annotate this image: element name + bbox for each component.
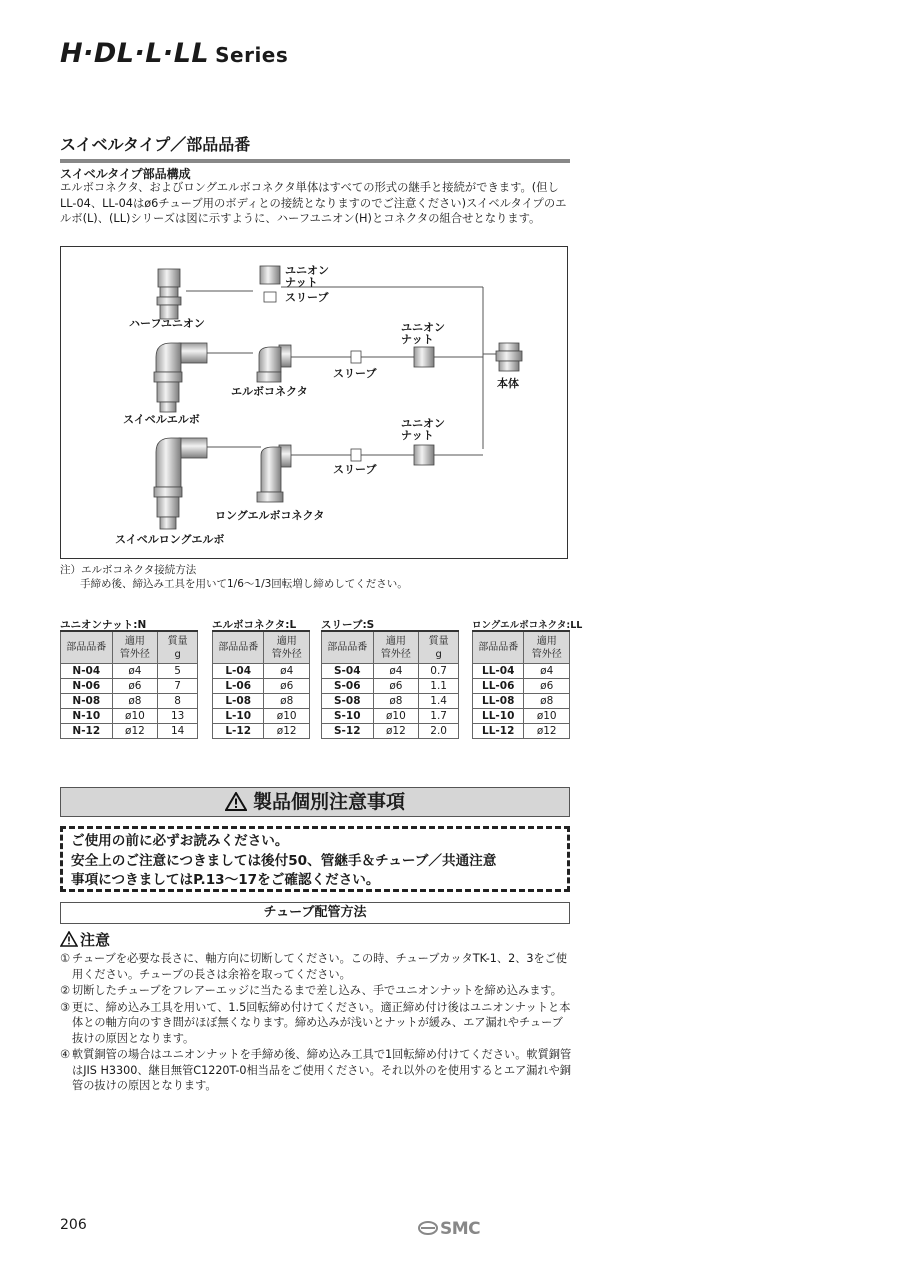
col-header: 部品品番 [213,631,264,664]
caution-title [60,929,110,950]
weight: 1.7 [419,709,459,724]
part-code: L-08 [213,694,264,709]
intro-text: エルボコネクタ、およびロングエルボコネクタ単体はすべての形式の継手と接続ができます。(但しLL-04、LL-04はø6チューブ用のボディとの接続となりますのでご注意ください)スイベルタイプのエルボ(L)、(LL)シリーズは図に示すように、ハーフユニオン(H)とコネクタの組合せとなります。 [60,181,567,225]
part-code: S-10 [322,709,374,724]
tube-od: ø12 [373,724,419,739]
tube-od: ø12 [524,724,570,739]
table-header-row [61,631,198,664]
step-number: ① [60,952,71,965]
part-code: LL-04 [473,664,524,679]
label-swivel-elbow: スイベルエルボ [123,413,200,426]
label-union-nut-top-1: ユニオン [285,264,329,277]
read-line-2: 安全上のご注意につきましては後付50、管継手＆チューブ／共通注意 [71,852,497,869]
sleeve-table [321,630,459,739]
long-elbow-connector-table [472,630,570,739]
weight: 2.0 [419,724,459,739]
tube-od: ø4 [112,664,158,679]
label-long-elbow-connector: ロングエルボコネクタ [215,509,325,522]
table-row [473,724,570,739]
swivel-elbow-icon [154,343,207,412]
table-row [473,709,570,724]
table-row [322,709,459,724]
union-nut-table [60,630,198,739]
section-heading: スイベルタイプ／部品品番 [60,132,570,163]
label-union-nut-mid-2: ナット [401,333,434,346]
union-nut-mid-icon [414,347,434,367]
part-code: LL-10 [473,709,524,724]
list-item [60,983,574,999]
page-number: 206 [60,1217,87,1233]
step-number: ② [60,984,71,997]
tube-od: ø8 [373,694,419,709]
elbow-connector-table [212,630,310,739]
tube-od: ø12 [112,724,158,739]
part-code: N-04 [61,664,113,679]
tube-piping-banner: チューブ配管方法 [60,902,570,924]
table-row [473,694,570,709]
table-row [213,679,310,694]
elbow-connector-icon [257,345,291,382]
piping-steps [60,951,574,1095]
step-number: ④ [60,1048,71,1061]
part-code: LL-12 [473,724,524,739]
weight: 0.7 [419,664,459,679]
table-row [61,679,198,694]
series-title [60,38,288,69]
union-nut-table-title: ユニオンナット:N [60,619,147,631]
table-row [61,694,198,709]
tube-od: ø10 [112,709,158,724]
tube-od: ø6 [264,679,310,694]
step-text: 軟質銅管の場合はユニオンナットを手締め後、締め込み工具で1回転締め付けてください。軟質銅管はJIS H3300、継目無管C1220T-0相当品をご使用ください。それ以外のを使用するとエア漏れや銅管の抜けの原因となります。 [72,1048,572,1092]
part-code: N-12 [61,724,113,739]
read-first-box [60,826,570,892]
label-body: 本体 [497,377,519,390]
half-union-icon [157,269,181,319]
connection-note [60,563,408,591]
label-elbow-connector: エルボコネクタ [231,385,308,398]
col-header: 部品品番 [61,631,113,664]
label-half-union: ハーフユニオン [129,317,205,330]
col-header: 部品品番 [473,631,524,664]
part-code: S-12 [322,724,374,739]
note-line-1: 注）エルボコネクタ接続方法 [60,564,197,576]
part-code: S-04 [322,664,374,679]
part-code: L-06 [213,679,264,694]
tube-od: ø10 [373,709,419,724]
table-header-row [213,631,310,664]
tube-od: ø10 [264,709,310,724]
weight: 7 [158,679,198,694]
table-header-row [473,631,570,664]
table-row [213,709,310,724]
part-code: LL-06 [473,679,524,694]
tube-od: ø4 [373,664,419,679]
smc-logo-icon [418,1221,438,1235]
col-header: 質量 g [158,631,198,664]
col-header: 部品品番 [322,631,374,664]
label-sleeve-bot: スリーブ [333,463,377,476]
caution-banner-text: 製品個別注意事項 [252,791,405,813]
tube-od: ø4 [524,664,570,679]
parts-diagram [60,246,568,559]
weight: 1.1 [419,679,459,694]
part-code: S-06 [322,679,374,694]
brand-text: SMC [440,1219,481,1239]
table-row [61,664,198,679]
part-code: N-06 [61,679,113,694]
col-header: 質量 g [419,631,459,664]
tube-od: ø10 [524,709,570,724]
label-sleeve-mid: スリーブ [333,367,377,380]
long-elbow-connector-icon [257,445,291,502]
brand-logo [418,1219,480,1239]
tube-od: ø8 [264,694,310,709]
tube-od: ø12 [264,724,310,739]
label-sleeve-top: スリーブ [285,291,329,304]
table-row [322,694,459,709]
table-row [61,724,198,739]
list-item [60,1047,574,1094]
table-row [213,724,310,739]
elbow-connector-table-title: エルボコネクタ:L [212,619,297,631]
table-row [61,709,198,724]
list-item [60,1000,574,1047]
weight: 13 [158,709,198,724]
col-header: 適用 管外径 [524,631,570,664]
label-union-nut-bot-2: ナット [401,429,434,442]
weight: 5 [158,664,198,679]
col-header: 適用 管外径 [112,631,158,664]
warning-icon [225,792,247,811]
weight: 8 [158,694,198,709]
part-code: N-08 [61,694,113,709]
part-code: N-10 [61,709,113,724]
series-word: Series [215,43,289,67]
sleeve-bot-icon [351,449,361,461]
step-number: ③ [60,1000,71,1014]
table-row [473,664,570,679]
part-code: S-08 [322,694,374,709]
sleeve-table-title: スリーブ:S [321,619,375,631]
label-union-nut-top-2: ナット [285,276,318,289]
label-swivel-long-elbow: スイベルロングエルボ [115,533,225,546]
step-text: チューブを必要な長さに、軸方向に切断してください。この時、チューブカッタTK-1、2、3をご使用ください。チューブの長さは余裕を取ってください。 [72,952,568,981]
table-row [213,664,310,679]
long-elbow-connector-table-title: ロングエルボコネクタ:LL [472,620,583,631]
step-text: 切断したチューブをフレアーエッジに当たるまで差し込み、手でユニオンナットを締め込みます。 [72,984,562,997]
union-nut-top-icon [260,266,280,302]
swivel-long-elbow-icon [154,438,207,529]
caution-title-text: 注意 [80,931,111,949]
weight: 14 [158,724,198,739]
tube-od: ø8 [112,694,158,709]
col-header: 適用 管外径 [264,631,310,664]
table-row [322,679,459,694]
tube-od: ø6 [524,679,570,694]
warning-icon [60,931,78,947]
tube-od: ø6 [112,679,158,694]
table-header-row [322,631,459,664]
table-row [322,664,459,679]
list-item [60,951,574,982]
union-nut-bot-icon [414,445,434,465]
part-code: LL-08 [473,694,524,709]
sub-heading: スイベルタイプ部品構成 [60,167,191,181]
parts-diagram-svg [61,247,569,560]
label-union-nut-bot-1: ユニオン [401,417,445,430]
body-icon [496,343,522,371]
table-row [322,724,459,739]
note-line-2: 手締め後、締込み工具を用いて1/6～1/3回転増し締めしてください。 [80,578,408,590]
series-name: H·DL·L·LL [60,38,210,69]
weight: 1.4 [419,694,459,709]
tube-od: ø8 [524,694,570,709]
caution-banner [60,787,570,817]
part-code: L-12 [213,724,264,739]
table-row [473,679,570,694]
tube-od: ø4 [264,664,310,679]
tube-od: ø6 [373,679,419,694]
step-text: 更に、締め込み工具を用いて、1.5回転締め付けてください。適正締め付け後はユニオンナットと本体との軸方向のすき間がほぼ無くなります。締め込みが浅いとナットが緩み、エア漏れやチューブ抜けの原因となります。 [72,1000,571,1045]
part-code: L-10 [213,709,264,724]
table-row [213,694,310,709]
read-line-3: 事項につきましてはP.13～17をご確認ください。 [71,872,380,888]
col-header: 適用 管外径 [373,631,419,664]
part-code: L-04 [213,664,264,679]
sleeve-mid-icon [351,351,361,363]
label-union-nut-mid-1: ユニオン [401,321,445,334]
read-line-1: ご使用の前に必ずお読みください。 [71,833,289,849]
